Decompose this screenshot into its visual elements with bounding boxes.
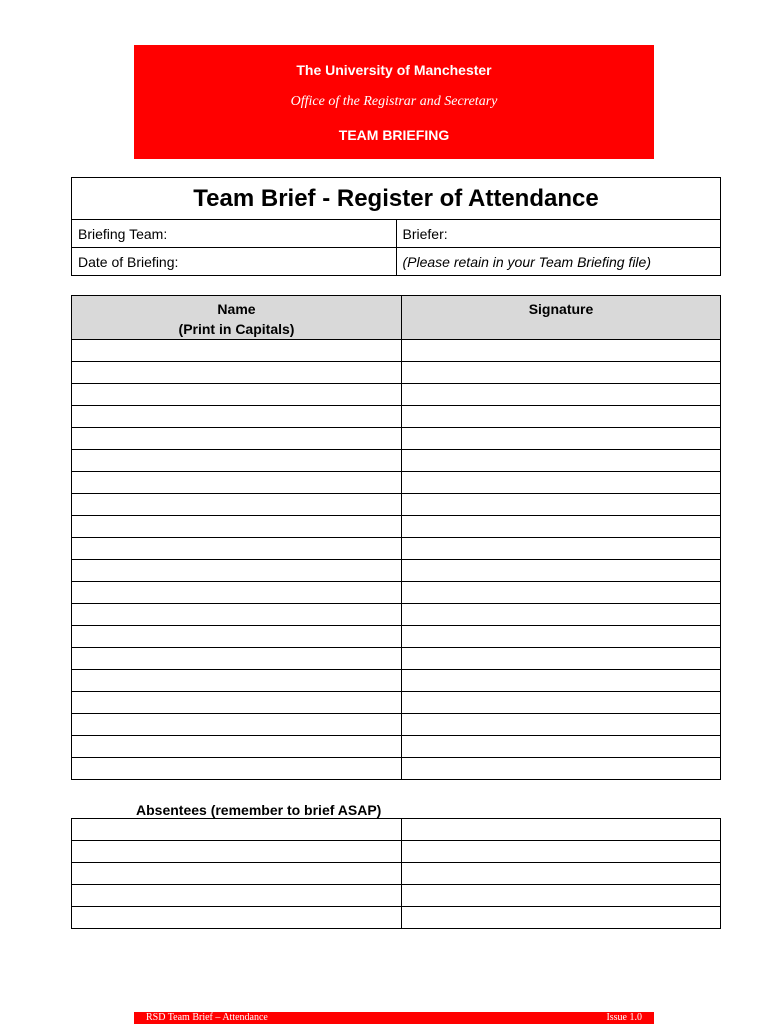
office-name: Office of the Registrar and Secretary [290, 94, 498, 109]
team-briefing-heading: TEAM BRIEFING [338, 127, 450, 143]
name-cell[interactable] [72, 582, 402, 604]
briefing-details-table [71, 177, 721, 276]
signature-cell[interactable] [402, 340, 721, 362]
signature-cell[interactable] [402, 714, 721, 736]
table-row [72, 670, 721, 692]
absentee-cell[interactable] [72, 885, 402, 907]
signature-cell[interactable] [402, 626, 721, 648]
table-row [72, 516, 721, 538]
briefing-team-field[interactable]: Briefing Team: [72, 220, 397, 248]
signature-cell[interactable] [402, 384, 721, 406]
signature-cell[interactable] [402, 604, 721, 626]
name-cell[interactable] [72, 516, 402, 538]
signature-cell[interactable] [402, 758, 721, 780]
absentee-cell[interactable] [72, 863, 402, 885]
absentee-cell[interactable] [72, 819, 402, 841]
absentees-table [71, 818, 721, 929]
name-cell[interactable] [72, 494, 402, 516]
name-cell[interactable] [72, 714, 402, 736]
table-row [72, 692, 721, 714]
absentee-cell[interactable] [402, 907, 721, 929]
signature-cell[interactable] [402, 362, 721, 384]
table-row [72, 450, 721, 472]
table-row [72, 626, 721, 648]
page-title: Team Brief - Register of Attendance [72, 178, 721, 220]
name-cell[interactable] [72, 384, 402, 406]
table-row [72, 428, 721, 450]
table-row [72, 758, 721, 780]
table-row [72, 907, 721, 929]
table-row [72, 885, 721, 907]
table-row [72, 582, 721, 604]
name-cell[interactable] [72, 362, 402, 384]
name-cell[interactable] [72, 340, 402, 362]
attendance-table [71, 295, 721, 780]
absentee-cell[interactable] [72, 907, 402, 929]
signature-cell[interactable] [402, 736, 721, 758]
university-name: The University of Manchester [296, 62, 492, 78]
signature-cell[interactable] [402, 516, 721, 538]
table-row [72, 819, 721, 841]
table-row [72, 494, 721, 516]
table-row [72, 714, 721, 736]
absentee-cell[interactable] [402, 841, 721, 863]
table-row [72, 472, 721, 494]
footer-issue: Issue 1.0 [606, 1012, 642, 1023]
name-cell[interactable] [72, 472, 402, 494]
name-cell[interactable] [72, 560, 402, 582]
date-of-briefing-field[interactable]: Date of Briefing: [72, 248, 397, 276]
table-row [72, 841, 721, 863]
signature-column-header: Signature [402, 296, 721, 340]
absentees-label: Absentees (remember to brief ASAP) [136, 802, 382, 818]
absentee-cell[interactable] [402, 885, 721, 907]
signature-cell[interactable] [402, 428, 721, 450]
table-row [72, 340, 721, 362]
retain-note: (Please retain in your Team Briefing file) [396, 248, 721, 276]
name-cell[interactable] [72, 692, 402, 714]
briefer-field[interactable]: Briefer: [396, 220, 721, 248]
signature-cell[interactable] [402, 648, 721, 670]
name-cell[interactable] [72, 450, 402, 472]
table-row [72, 384, 721, 406]
signature-cell[interactable] [402, 692, 721, 714]
table-row [72, 736, 721, 758]
table-row [72, 604, 721, 626]
name-cell[interactable] [72, 670, 402, 692]
footer-document-name: RSD Team Brief – Attendance [146, 1012, 268, 1023]
name-cell[interactable] [72, 648, 402, 670]
name-cell[interactable] [72, 406, 402, 428]
signature-cell[interactable] [402, 406, 721, 428]
name-cell[interactable] [72, 736, 402, 758]
table-row [72, 406, 721, 428]
name-column-header [72, 296, 402, 340]
name-header-label: Name [217, 301, 256, 317]
absentee-cell[interactable] [402, 819, 721, 841]
signature-cell[interactable] [402, 472, 721, 494]
name-cell[interactable] [72, 626, 402, 648]
name-cell[interactable] [72, 604, 402, 626]
signature-cell[interactable] [402, 670, 721, 692]
signature-cell[interactable] [402, 538, 721, 560]
name-header-sublabel: (Print in Capitals) [178, 321, 295, 337]
absentee-cell[interactable] [402, 863, 721, 885]
footer-bar [134, 1012, 654, 1024]
signature-cell[interactable] [402, 582, 721, 604]
name-cell[interactable] [72, 538, 402, 560]
signature-cell[interactable] [402, 560, 721, 582]
table-row [72, 560, 721, 582]
table-row [72, 362, 721, 384]
signature-cell[interactable] [402, 450, 721, 472]
signature-cell[interactable] [402, 494, 721, 516]
table-row [72, 648, 721, 670]
header-banner [134, 45, 654, 159]
table-row [72, 538, 721, 560]
name-cell[interactable] [72, 758, 402, 780]
absentee-cell[interactable] [72, 841, 402, 863]
name-cell[interactable] [72, 428, 402, 450]
table-row [72, 863, 721, 885]
